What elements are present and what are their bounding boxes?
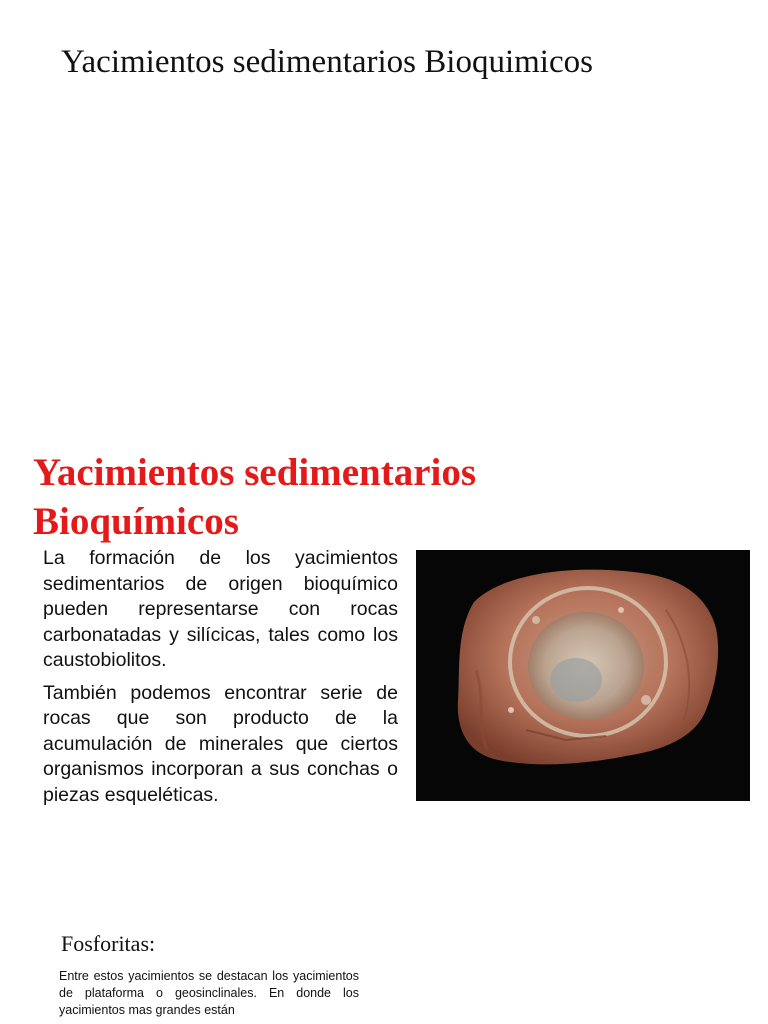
paragraph: También podemos encontrar serie de rocas que son producto de la acumulación de minerales que ciertos organismos incorporan a sus conchas o piezas esqueléticas. — [43, 681, 398, 806]
section-heading: Yacimientos sedimentarios Bioquímicos — [33, 451, 477, 543]
fosforitas-heading: Fosforitas: — [61, 931, 156, 956]
rock-image — [416, 550, 750, 801]
fosforitas-text: Entre estos yacimientos se destacan los yacimientos de plataforma o geosinclinales. En donde los yacimientos mas grandes están — [59, 969, 359, 1017]
section-body — [43, 546, 398, 815]
paragraph: La formación de los yacimientos sedimentarios de origen bioquímico pueden representarse con rocas carbonatadas y silícicas, tales como los caustobiolitos. — [43, 547, 398, 671]
fossil-rock-photo — [416, 550, 750, 801]
page-title: Yacimientos sedimentarios Bioquimicos — [61, 44, 593, 80]
